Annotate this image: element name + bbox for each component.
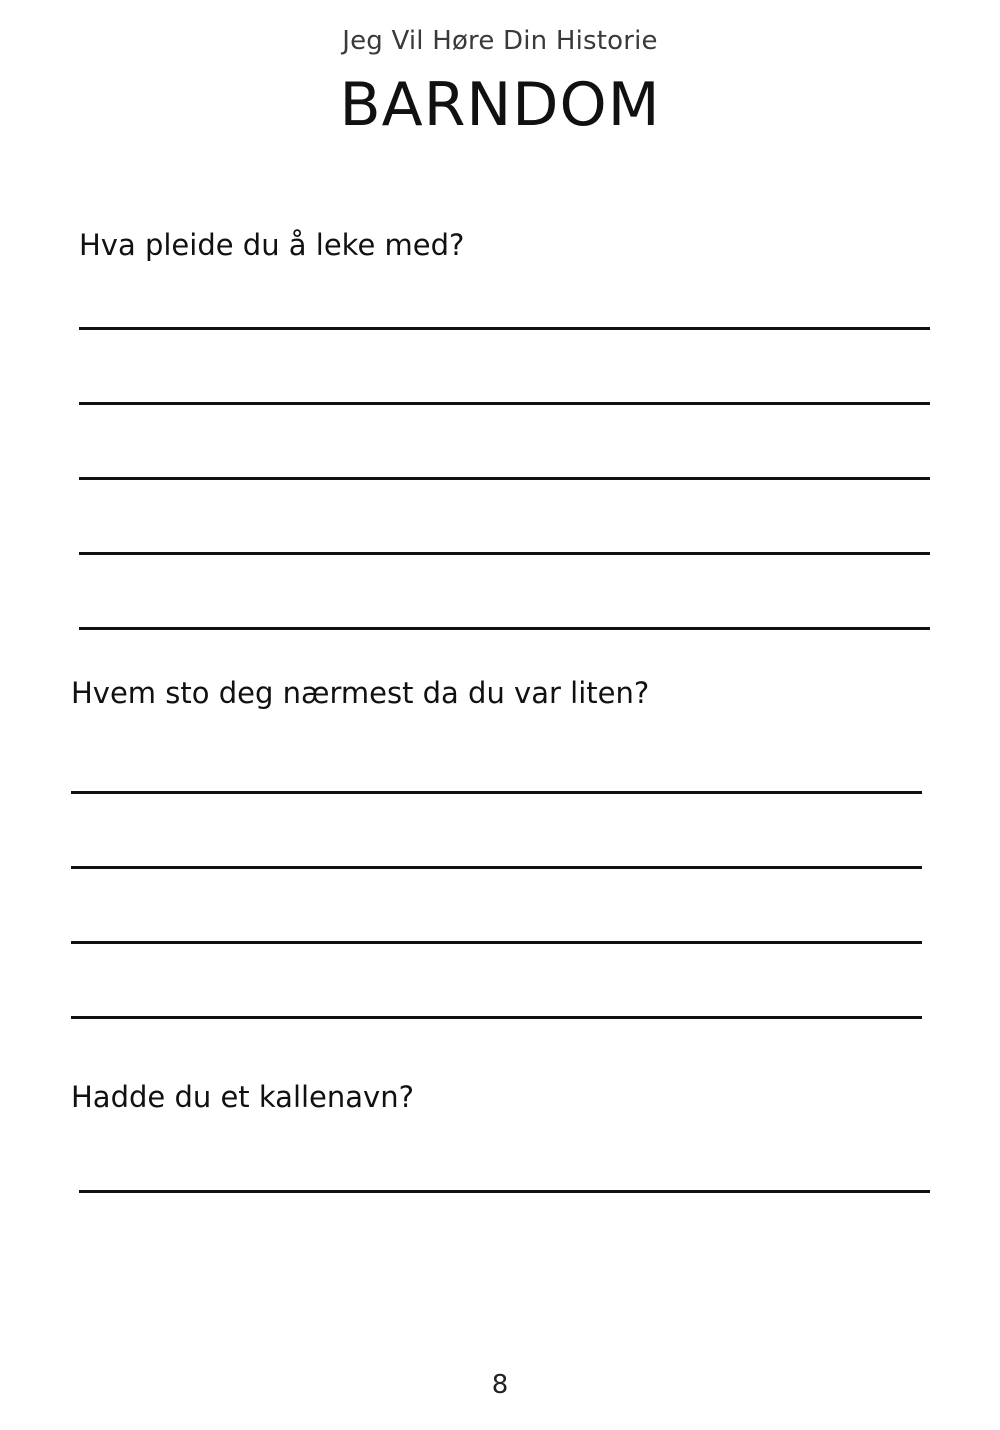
answer-line[interactable] <box>71 941 922 944</box>
page-number: 8 <box>491 1370 509 1400</box>
page-subtitle: Jeg Vil Høre Din Historie <box>342 26 658 56</box>
question-3: Hadde du et kallenavn? <box>71 1080 414 1114</box>
answer-line[interactable] <box>79 402 930 405</box>
page-title: BARNDOM <box>339 70 661 140</box>
answer-line[interactable] <box>79 552 930 555</box>
answer-line[interactable] <box>79 1190 930 1193</box>
answer-line[interactable] <box>71 791 922 794</box>
answer-line[interactable] <box>79 627 930 630</box>
answer-line[interactable] <box>71 866 922 869</box>
question-2: Hvem sto deg nærmest da du var liten? <box>71 676 650 710</box>
answer-line[interactable] <box>71 1016 922 1019</box>
question-1: Hva pleide du å leke med? <box>79 228 465 262</box>
answer-line[interactable] <box>79 327 930 330</box>
answer-line[interactable] <box>79 477 930 480</box>
